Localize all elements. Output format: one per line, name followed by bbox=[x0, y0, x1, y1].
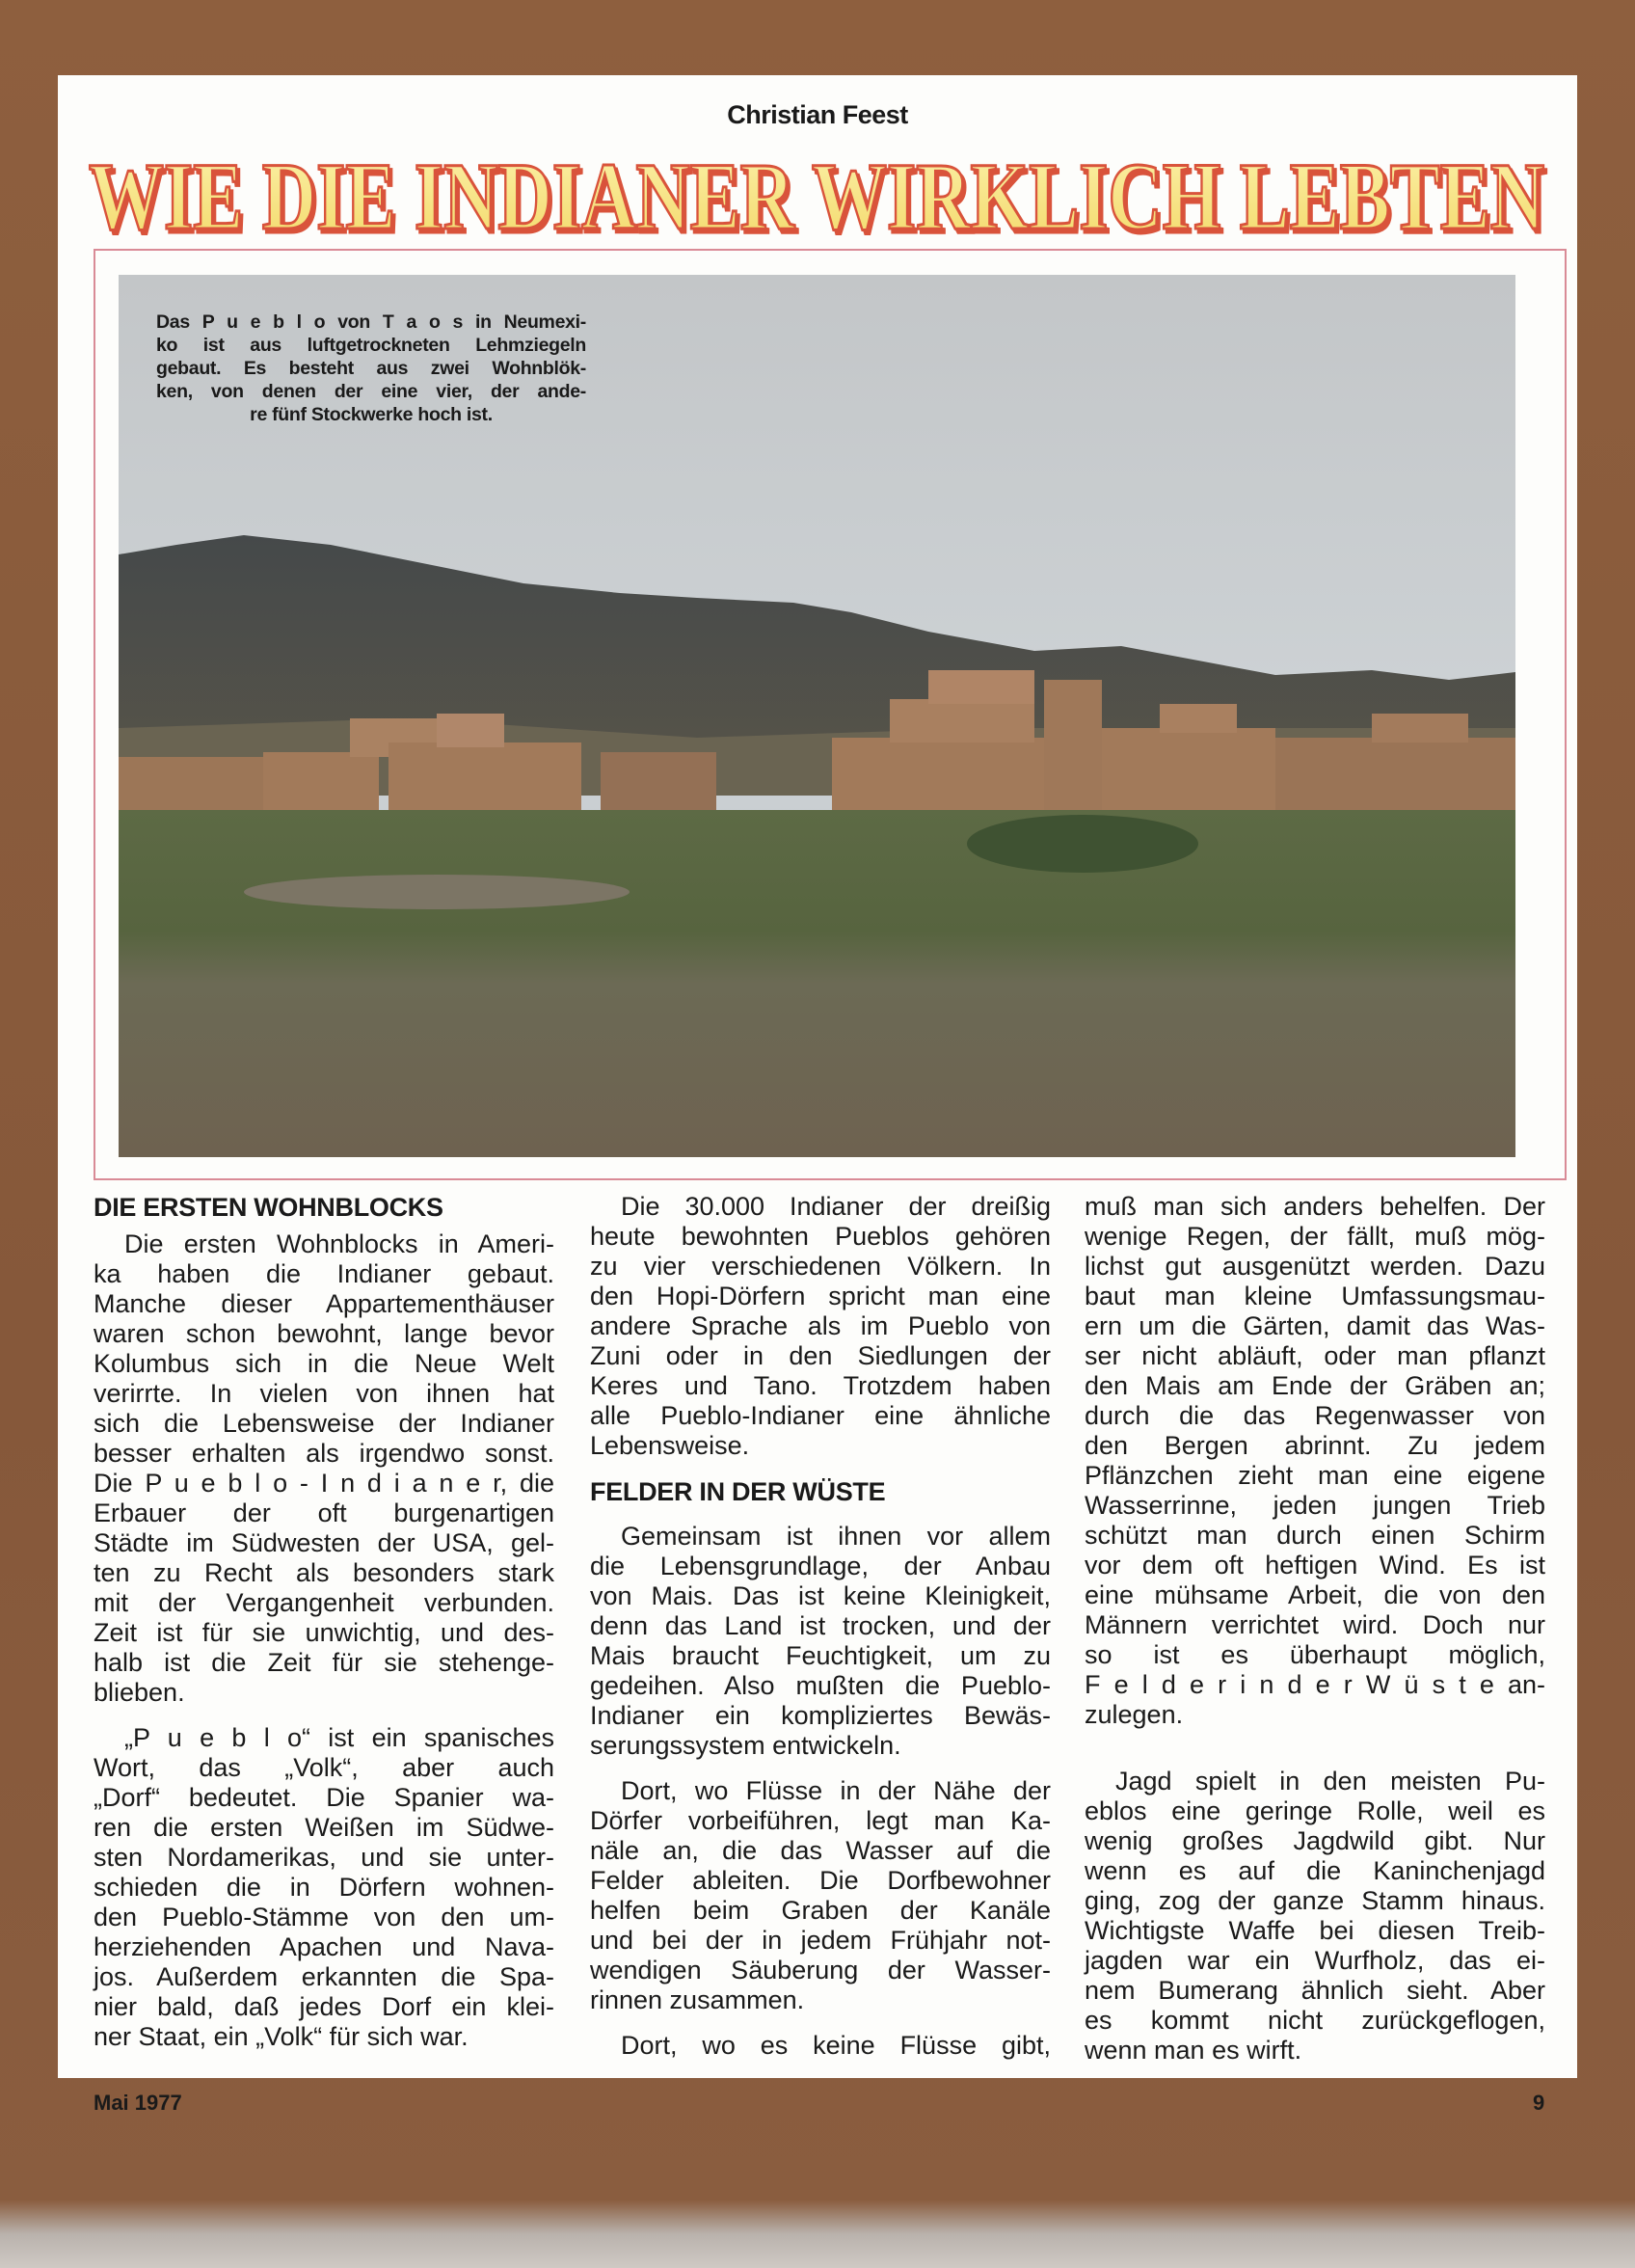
section-heading: FELDER IN DER WÜSTE bbox=[590, 1477, 886, 1506]
text-line: besser erhalten als irgendwo sonst. bbox=[94, 1439, 554, 1468]
paragraph bbox=[590, 2031, 1051, 2061]
text-line: zulegen. bbox=[1085, 1700, 1184, 1729]
text-line: ern um die Gärten, damit das Was- bbox=[1085, 1311, 1545, 1340]
text-line: und bei der in jedem Frühjahr not- bbox=[590, 1926, 1051, 1955]
text-line: ten zu Recht als besonders stark bbox=[94, 1558, 554, 1587]
caption-line: ken, von denen der eine vier, der ande- bbox=[156, 381, 586, 402]
text-line: mit der Vergangenheit verbunden. bbox=[94, 1588, 554, 1617]
text-line: schieden die in Dörfern wohnen- bbox=[94, 1873, 554, 1902]
text-line: wenn man es wirft. bbox=[1085, 2036, 1302, 2065]
text-column-3 bbox=[1085, 1192, 1545, 2081]
paragraph bbox=[94, 1723, 554, 2052]
text-line: Pflänzchen zieht man eine eigene bbox=[1085, 1461, 1545, 1490]
text-line: Mais braucht Feuchtigkeit, um zu bbox=[590, 1641, 1051, 1670]
text-line: denn das Land ist trocken, und der bbox=[590, 1611, 1051, 1640]
text-line: eblos eine geringe Rolle, weil es bbox=[1085, 1796, 1545, 1825]
text-line: Wort, das „Volk“, aber auch bbox=[94, 1753, 554, 1782]
text-line: „Dorf“ bedeutet. Die Spanier wa- bbox=[94, 1783, 554, 1812]
text-line: blieben. bbox=[94, 1678, 185, 1707]
text-line: so ist es überhaupt möglich, bbox=[1085, 1640, 1545, 1669]
section-heading: DIE ERSTEN WOHNBLOCKS bbox=[94, 1193, 443, 1222]
text-line: ka haben die Indianer gebaut. bbox=[94, 1259, 554, 1288]
caption-line: gebaut. Es besteht aus zwei Wohnblök- bbox=[156, 358, 586, 379]
text-line: verirrte. In vielen von ihnen hat bbox=[94, 1379, 554, 1408]
text-line: eine mühsame Arbeit, die von den bbox=[1085, 1580, 1545, 1609]
text-line: schützt man durch einen Schirm bbox=[1085, 1521, 1545, 1550]
rocks bbox=[244, 875, 630, 909]
text-line: Städte im Südwesten der USA, gel- bbox=[94, 1528, 554, 1557]
text-line: von Mais. Das ist keine Kleinigkeit, bbox=[590, 1581, 1051, 1610]
paragraph bbox=[1085, 1767, 1545, 2066]
text-line: jagden war ein Wurfholz, das ei- bbox=[1085, 1946, 1545, 1975]
paragraph bbox=[590, 1522, 1051, 1761]
text-line: Felder ableiten. Die Dorfbewohner bbox=[590, 1866, 1051, 1895]
text-line: die Lebensgrundlage, der Anbau bbox=[590, 1552, 1051, 1580]
text-line: sich die Lebensweise der Indianer bbox=[94, 1409, 554, 1438]
issue-date: Mai 1977 bbox=[94, 2091, 182, 2115]
text-line: ren die ersten Weißen im Südwe- bbox=[94, 1813, 554, 1842]
text-line: wenige Regen, der fällt, muß mög- bbox=[1085, 1222, 1545, 1251]
text-line: jos. Außerdem erkannten die Spa- bbox=[94, 1962, 554, 1991]
text-line: heute bewohnten Pueblos gehören bbox=[590, 1222, 1051, 1251]
text-line: ner Staat, ein „Volk“ für sich war. bbox=[94, 2022, 469, 2051]
text-line: nem Bumerang ähnlich sieht. Aber bbox=[1085, 1976, 1545, 2005]
text-line: den Mais am Ende der Gräben an; bbox=[1085, 1371, 1545, 1400]
text-line: Manche dieser Appartementhäuser bbox=[94, 1289, 554, 1318]
text-line: Zuni oder in den Siedlungen der bbox=[590, 1341, 1051, 1370]
text-line: andere Sprache als im Pueblo von bbox=[590, 1311, 1051, 1340]
text-column-1 bbox=[94, 1192, 554, 2067]
text-line: F e l d e r i n d e r W ü s t e an- bbox=[1085, 1670, 1545, 1699]
text-line: Männern verrichtet wird. Doch nur bbox=[1085, 1610, 1545, 1639]
text-line: Die 30.000 Indianer der dreißig bbox=[621, 1192, 1051, 1221]
article-title bbox=[87, 145, 1548, 241]
text-line: Die ersten Wohnblocks in Ameri- bbox=[124, 1229, 554, 1258]
text-line: Dort, wo Flüsse in der Nähe der bbox=[621, 1776, 1051, 1805]
text-line: Wasserrinne, jeden jungen Trieb bbox=[1085, 1491, 1545, 1520]
text-line: Jagd spielt in den meisten Pu- bbox=[1115, 1767, 1545, 1796]
text-line: Zeit ist für sie unwichtig, und des- bbox=[94, 1618, 554, 1647]
text-line: wendigen Säuberung der Wasser- bbox=[590, 1956, 1051, 1984]
text-line: Dort, wo es keine Flüsse gibt, bbox=[621, 2031, 1051, 2060]
text-line: rinnen zusammen. bbox=[590, 1985, 805, 2014]
field-and-ground bbox=[119, 810, 1515, 1157]
text-line: Kolumbus sich in die Neue Welt bbox=[94, 1349, 554, 1378]
author-byline: Christian Feest bbox=[727, 100, 908, 129]
paragraph bbox=[94, 1229, 554, 1708]
text-line: serungssystem entwickeln. bbox=[590, 1731, 901, 1760]
caption-line: re fünf Stockwerke hoch ist. bbox=[250, 404, 493, 425]
text-line: nier bald, daß jedes Dorf ein klei- bbox=[94, 1992, 554, 2021]
text-line: helfen beim Graben der Kanäle bbox=[590, 1896, 1051, 1925]
text-line: „P u e b l o“ ist ein spanisches bbox=[124, 1723, 554, 1752]
text-line: Gemeinsam ist ihnen vor allem bbox=[621, 1522, 1051, 1551]
text-column-2 bbox=[590, 1192, 1051, 2076]
photo-caption bbox=[156, 310, 586, 426]
text-line: den Bergen abrinnt. Zu jedem bbox=[1085, 1431, 1545, 1460]
text-line: lichst gut ausgenützt werden. Dazu bbox=[1085, 1252, 1545, 1281]
text-line: baut man kleine Umfassungsmau- bbox=[1085, 1282, 1545, 1310]
shrubs bbox=[967, 815, 1198, 873]
text-line: ging, zog der ganze Stamm hinaus. bbox=[1085, 1886, 1545, 1915]
paragraph-gap bbox=[1085, 1745, 1545, 1767]
text-line: ser nicht abläuft, oder man pflanzt bbox=[1085, 1341, 1545, 1370]
caption-line: Das P u e b l o von T a o s in Neumexi- bbox=[156, 311, 586, 333]
text-line: Lebensweise. bbox=[590, 1431, 750, 1460]
paragraph bbox=[1085, 1192, 1545, 1730]
text-line: durch die das Regenwasser von bbox=[1085, 1401, 1545, 1430]
caption-line: ko ist aus luftgetrockneten Lehmziegeln bbox=[156, 335, 586, 356]
text-line: zu vier verschiedenen Völkern. In bbox=[590, 1252, 1051, 1281]
text-line: Wichtigste Waffe bei diesen Treib- bbox=[1085, 1916, 1545, 1945]
text-line: herziehenden Apachen und Nava- bbox=[94, 1932, 554, 1961]
text-line: es kommt nicht zurückgeflogen, bbox=[1085, 2006, 1545, 2035]
text-line: vor dem oft heftigen Wind. Es ist bbox=[1085, 1551, 1545, 1580]
text-line: wenig großes Jagdwild gibt. Nur bbox=[1085, 1826, 1545, 1855]
text-line: halb ist die Zeit für sie stehenge- bbox=[94, 1648, 554, 1677]
text-line: wenn es auf die Kaninchenjagd bbox=[1085, 1856, 1545, 1885]
text-line: sten Nordamerikas, und sie unter- bbox=[94, 1843, 554, 1872]
text-line: muß man sich anders behelfen. Der bbox=[1085, 1192, 1545, 1221]
paragraph bbox=[590, 1776, 1051, 2015]
title-text: WIE DIE INDIANER WIRKLICH LEBTEN bbox=[89, 145, 1544, 241]
text-line: den Pueblo-Stämme von den um- bbox=[94, 1903, 554, 1931]
text-line: Dörfer vorbeiführen, legt man Ka- bbox=[590, 1806, 1051, 1835]
text-line: Indianer ein kompliziertes Bewäs- bbox=[590, 1701, 1051, 1730]
text-line: gedeihen. Also mußten die Pueblo- bbox=[590, 1671, 1051, 1700]
paragraph bbox=[590, 1192, 1051, 1461]
text-line: Die P u e b l o - I n d i a n e r, die bbox=[94, 1469, 554, 1498]
text-line: Keres und Tano. Trotzdem haben bbox=[590, 1371, 1051, 1400]
text-line: waren schon bewohnt, lange bevor bbox=[94, 1319, 554, 1348]
text-line: alle Pueblo-Indianer eine ähnliche bbox=[590, 1401, 1051, 1430]
text-line: Erbauer der oft burgenartigen bbox=[94, 1498, 554, 1527]
text-line: den Hopi-Dörfern spricht man eine bbox=[590, 1282, 1051, 1310]
page-number: 9 bbox=[1533, 2091, 1545, 2115]
text-line: näle an, die das Wasser auf die bbox=[590, 1836, 1051, 1865]
